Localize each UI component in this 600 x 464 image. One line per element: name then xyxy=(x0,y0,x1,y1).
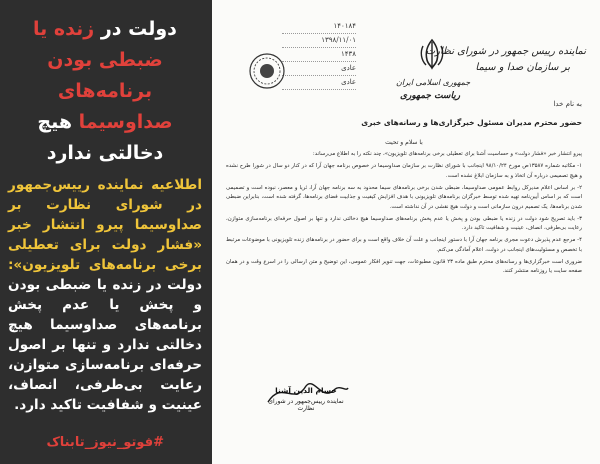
org-center-line-1: جمهوری اسلامی ایران xyxy=(396,78,471,87)
org-center-line-2: ریاست جمهوری xyxy=(400,91,461,101)
headline-part-3: هیچ دخالتی ندارد xyxy=(37,111,164,164)
scanned-letter xyxy=(212,0,600,464)
meta-priority: عادی xyxy=(282,76,356,90)
letter-paragraph: ۳- باید تصریح شود دولت در زنده یا ضبطی بودن و پخش یا عدم پخش برنامه‌های صداوسیما هیچ دخالتی ندارد و تنها بر اصول حرفه‌ای برنامه‌سازی متوازن، رعایت بی‌طرفی، انصاف، عینیت و شفافیت تاکید دارد. xyxy=(226,215,582,232)
letter-salutation: با سلام و تحیت xyxy=(385,139,423,146)
letter-paragraph: ۲- بر اساس اعلام مدیرکل روابط عمومی صداوسیما، ضبطی شدن برخی برنامه‌های سیما محدود به سه برنامه جهان آرا، ثریا و معصر، نبوده است و تصمیمی است که بر اساس آیین‌نامه تهیه شده توسط خبرگزان برنامه‌های تلویزیونی با هدف افزایش کیفیت و جذابیت فضای برنامه‌ها، گرفته شده است، بنابراین ضبطی شدن برنامه‌ها، یک تصمیم درون سازمانی است و دولت هیچ نقشی در آن نداشته است. xyxy=(226,184,582,210)
iran-emblem-icon xyxy=(412,34,452,74)
letter-paragraph: ۴- مرجع عدم پذیرش دعوت مجری برنامه جهان آرا با دستور اینجانب و علت آن خلاف واقع است و برای حضور در برنامه‌های زنده تلویزیونی با موضوعات مرتبط با تخصص و مسئولیت‌های اینجانب در دولت، اعلام آمادگی می‌کنم. xyxy=(226,237,582,253)
official-seal-icon xyxy=(248,52,286,90)
headline xyxy=(8,14,202,169)
letter-metadata xyxy=(282,20,356,90)
letter-paragraph: ۱- مکاتبه شماره ۱۳۵۸۷ص مورخ ۹۸/۱۰/۲۴ اینجانب با شورای نظارت بر سازمان صداوسیما در خصوص برنامه جهان آرا که در کنار دو سال در شورا طرح نشده و هیچ تصمیمی درباره آن اتخاذ و به سازمان ابلاغ نشده است. xyxy=(226,162,582,179)
body-text: دولت در زنده یا ضبطی بودن و پخش یا عدم پخش برنامه‌های صداوسیما هیچ دخالتی ندارد و تنها بر اصول حرفه‌ای برنامه‌سازی متوازن، رعایت بی‌طرفی، انصاف، عینیت و شفافیت تاکید دارد. xyxy=(8,277,202,413)
lead-paragraph xyxy=(8,175,202,415)
letter-paragraph: ضروری است خبرگزاری‌ها و رسانه‌های محترم طبق ماده ۲۳ قانون مطبوعات، جهت تنویر افکار عمومی، این توضیح و متن ارسالی را در اسرع وقت و در همان صفحه سایت یا روزنامه منتشر کنند. xyxy=(226,258,582,275)
hashtag[interactable]: #فوتو_نیوز_تابناک xyxy=(46,435,164,450)
letter-body xyxy=(226,138,582,279)
lead-text: اطلاعیه نماینده رییس‌جمهور در شورای نظارت بر صداوسیما پیرو انتشار خبر «فشار دولت برای تعطیلی برخی برنامه‌های تلویزیون»: xyxy=(8,177,202,273)
headline-part-2: زنده یا ضبطی بودن برنامه‌های صداوسیما xyxy=(33,18,173,133)
letter-title: حضور محترم مدیران مسئول خبرگزاری‌ها و رسانه‌های خبری xyxy=(361,118,582,127)
meta-number: ۱۴۰۱۸۴ xyxy=(282,20,356,34)
org-right-line-2: بر سازمان صدا و سیما xyxy=(475,62,570,73)
letter-recipient: به نام خدا xyxy=(553,100,582,108)
signature-role: نماینده رییس‌جمهور در شورای نظارت xyxy=(268,398,344,412)
letter-paragraph: پیرو انتشار خبر «فشار دولت» و حساسیت آشنا برای تعطیلی برخی برنامه‌های تلویزیون»، چند نکته را به اطلاع می‌رساند: xyxy=(312,150,582,157)
meta-date: ۱۳۹۸/۱۱/۰۱ xyxy=(282,34,356,48)
meta-attachment: ۱۴۳۸ xyxy=(282,48,356,62)
meta-classification: عادی xyxy=(282,62,356,76)
org-right-line-1: نماینده رییس جمهور در شورای نظارت xyxy=(425,46,586,57)
signature-name: حسام الدین آشنا xyxy=(275,386,337,395)
news-panel xyxy=(0,0,212,464)
headline-part-1: دولت در xyxy=(94,18,177,40)
signature-block xyxy=(260,372,352,412)
